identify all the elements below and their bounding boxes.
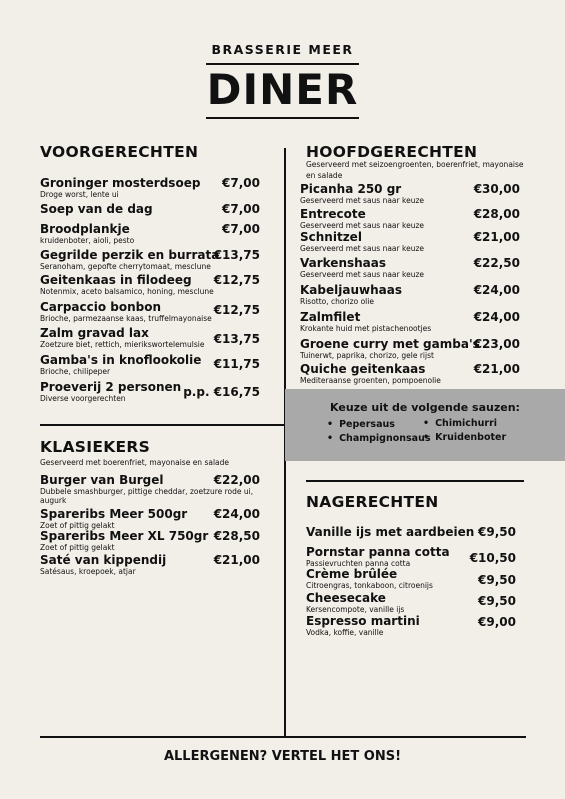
item-price: €21,00 bbox=[213, 553, 260, 567]
item-description: Zoetzure biet, rettich, mierikswortelemulsie bbox=[40, 340, 205, 349]
menu-item bbox=[300, 256, 520, 279]
menu-item bbox=[40, 553, 260, 576]
section-title-hoofdgerechten: HOOFDGERECHTEN bbox=[306, 143, 478, 161]
item-name: Vanille ijs met aardbeien bbox=[306, 525, 475, 539]
item-name: Schnitzel bbox=[300, 230, 362, 244]
item-description: Geserveerd met saus naar keuze bbox=[300, 221, 424, 230]
item-price: €9,50 bbox=[478, 525, 516, 539]
section-subtitle: Geserveerd met boerenfriet, mayonaise en salade bbox=[40, 458, 229, 467]
menu-item bbox=[300, 362, 520, 385]
section-divider bbox=[40, 424, 284, 426]
menu-item bbox=[306, 614, 516, 637]
divider bbox=[206, 117, 359, 119]
item-name: Groene curry met gamba's bbox=[300, 337, 480, 351]
menu-item bbox=[40, 176, 260, 199]
item-price: €13,75 bbox=[213, 332, 260, 346]
item-price: €22,50 bbox=[473, 256, 520, 270]
menu-item bbox=[306, 591, 516, 614]
item-description: Geserveerd met saus naar keuze bbox=[300, 270, 424, 279]
item-name: Burger van Burgel bbox=[40, 473, 164, 487]
item-description: Brioche, chilipeper bbox=[40, 367, 111, 376]
item-name: Spareribs Meer 500gr bbox=[40, 507, 188, 521]
item-name: Cheesecake bbox=[306, 591, 386, 605]
item-name: Espresso martini bbox=[306, 614, 420, 628]
item-price: €13,75 bbox=[213, 248, 260, 262]
item-description: Satésaus, kroepoek, atjar bbox=[40, 567, 136, 576]
menu-item bbox=[40, 529, 260, 552]
section-subtitle: Geserveerd met seizoengroenten, boerenfriet, mayonaise bbox=[306, 160, 524, 169]
item-name: Picanha 250 gr bbox=[300, 182, 402, 196]
menu-item bbox=[300, 230, 520, 253]
menu-item bbox=[40, 202, 260, 216]
item-description: Tuinerwt, paprika, chorizo, gele rijst bbox=[300, 351, 434, 360]
item-description: Diverse voorgerechten bbox=[40, 394, 126, 403]
item-price: €7,00 bbox=[222, 176, 260, 190]
item-price: €24,00 bbox=[213, 507, 260, 521]
item-description: Zoet of pittig gelakt bbox=[40, 521, 115, 530]
section-title-klasiekers: KLASIEKERS bbox=[40, 438, 151, 456]
menu-item bbox=[40, 380, 260, 403]
item-price: €28,00 bbox=[473, 207, 520, 221]
menu-item bbox=[40, 273, 260, 296]
item-description: Mediteraanse groenten, pompoenolie bbox=[300, 376, 441, 385]
sauce-options-box bbox=[285, 389, 565, 461]
menu-item bbox=[40, 473, 260, 505]
menu-item bbox=[306, 567, 516, 590]
menu-item bbox=[300, 337, 520, 360]
item-price: €30,00 bbox=[473, 182, 520, 196]
item-price: €12,75 bbox=[213, 303, 260, 317]
item-name: Quiche geitenkaas bbox=[300, 362, 426, 376]
item-price: p.p. €16,75 bbox=[183, 385, 260, 399]
section-title-nagerechten: NAGERECHTEN bbox=[306, 493, 439, 511]
item-price: €9,00 bbox=[478, 615, 516, 629]
item-description: Geserveerd met saus naar keuze bbox=[300, 244, 424, 253]
menu-item bbox=[300, 207, 520, 230]
item-description: Vodka, koffie, vanille bbox=[306, 628, 384, 637]
item-price: €11,75 bbox=[213, 357, 260, 371]
menu-item bbox=[40, 248, 260, 271]
item-description: Brioche, parmezaanse kaas, truffelmayonaise bbox=[40, 314, 212, 323]
sauce-option: • Champignonsaus bbox=[327, 433, 431, 444]
item-price: €9,50 bbox=[478, 594, 516, 608]
sauce-option: • Pepersaus bbox=[327, 419, 395, 430]
item-name: Spareribs Meer XL 750gr bbox=[40, 529, 209, 543]
item-price: €22,00 bbox=[213, 473, 260, 487]
item-price: €10,50 bbox=[469, 551, 516, 565]
menu-item bbox=[306, 545, 516, 568]
item-name: Gamba's in knoflookolie bbox=[40, 353, 202, 367]
item-name: Entrecote bbox=[300, 207, 366, 221]
item-price: €24,00 bbox=[473, 310, 520, 324]
menu-item bbox=[40, 507, 260, 530]
item-description: Kersencompote, vanille ijs bbox=[306, 605, 405, 614]
menu-item bbox=[300, 182, 520, 205]
item-description: Krokante huid met pistachenootjes bbox=[300, 324, 432, 333]
item-name: Geitenkaas in filodeeg bbox=[40, 273, 192, 287]
item-price: €7,00 bbox=[222, 222, 260, 236]
sauce-option: • Chimichurri bbox=[423, 418, 497, 429]
sauce-title: Keuze uit de volgende sauzen: bbox=[330, 401, 520, 414]
menu-item bbox=[300, 283, 520, 306]
menu-item bbox=[40, 222, 260, 245]
item-name: Kabeljauwhaas bbox=[300, 283, 402, 297]
item-description: Risotto, chorizo olie bbox=[300, 297, 374, 306]
item-description: Citroengras, tonkaboon, citroenijs bbox=[306, 581, 433, 590]
item-description: Geserveerd met saus naar keuze bbox=[300, 196, 424, 205]
item-name: Soep van de dag bbox=[40, 202, 153, 216]
item-name: Carpaccio bonbon bbox=[40, 300, 162, 314]
item-name: Groninger mosterdsoep bbox=[40, 176, 201, 190]
item-description: Dubbele smashburger, pittige cheddar, zoetzure rode ui, bbox=[40, 487, 254, 496]
item-name: Broodplankje bbox=[40, 222, 130, 236]
item-price: €12,75 bbox=[213, 273, 260, 287]
item-name: Crème brûlée bbox=[306, 567, 398, 581]
menu-item bbox=[40, 300, 260, 323]
menu-item bbox=[40, 326, 260, 349]
item-description: Seranoham, gepofte cherrytomaat, mesclune bbox=[40, 262, 211, 271]
item-price: €24,00 bbox=[473, 283, 520, 297]
item-price: €23,00 bbox=[473, 337, 520, 351]
item-description: Passievruchten panna cotta bbox=[306, 559, 411, 568]
item-name: Proeverij 2 personen bbox=[40, 380, 182, 394]
section-subtitle: en salade bbox=[306, 171, 343, 180]
item-name: Varkenshaas bbox=[300, 256, 387, 270]
item-price: €9,50 bbox=[478, 573, 516, 587]
item-name: Zalmfilet bbox=[300, 310, 361, 324]
sauce-option: • Kruidenboter bbox=[423, 432, 506, 443]
menu-item bbox=[40, 353, 260, 376]
section-title-voorgerechten: VOORGERECHTEN bbox=[40, 143, 199, 161]
allergen-notice: ALLERGENEN? VERTEL HET ONS! bbox=[163, 749, 402, 764]
section-divider bbox=[306, 480, 524, 482]
menu-item bbox=[300, 310, 520, 333]
item-name: Pornstar panna cotta bbox=[306, 545, 450, 559]
item-description: augurk bbox=[40, 496, 67, 505]
item-description: Droge worst, lente ui bbox=[40, 190, 119, 199]
item-price: €21,00 bbox=[473, 362, 520, 376]
menu-item bbox=[306, 525, 516, 539]
item-price: €21,00 bbox=[473, 230, 520, 244]
item-name: Saté van kippendij bbox=[40, 553, 167, 567]
item-description: kruidenboter, aioli, pesto bbox=[40, 236, 135, 245]
item-price: €28,50 bbox=[213, 529, 260, 543]
footer-divider bbox=[40, 736, 526, 738]
item-name: Gegrilde perzik en burrata bbox=[40, 248, 220, 262]
item-name: Zalm gravad lax bbox=[40, 326, 149, 340]
item-description: Zoet of pittig gelakt bbox=[40, 543, 115, 552]
menu-title: DINER bbox=[206, 65, 359, 114]
item-description: Notenmix, aceto balsamico, honing, mesclune bbox=[40, 287, 214, 296]
item-price: €7,00 bbox=[222, 202, 260, 216]
restaurant-name: BRASSERIE MEER bbox=[211, 42, 354, 57]
